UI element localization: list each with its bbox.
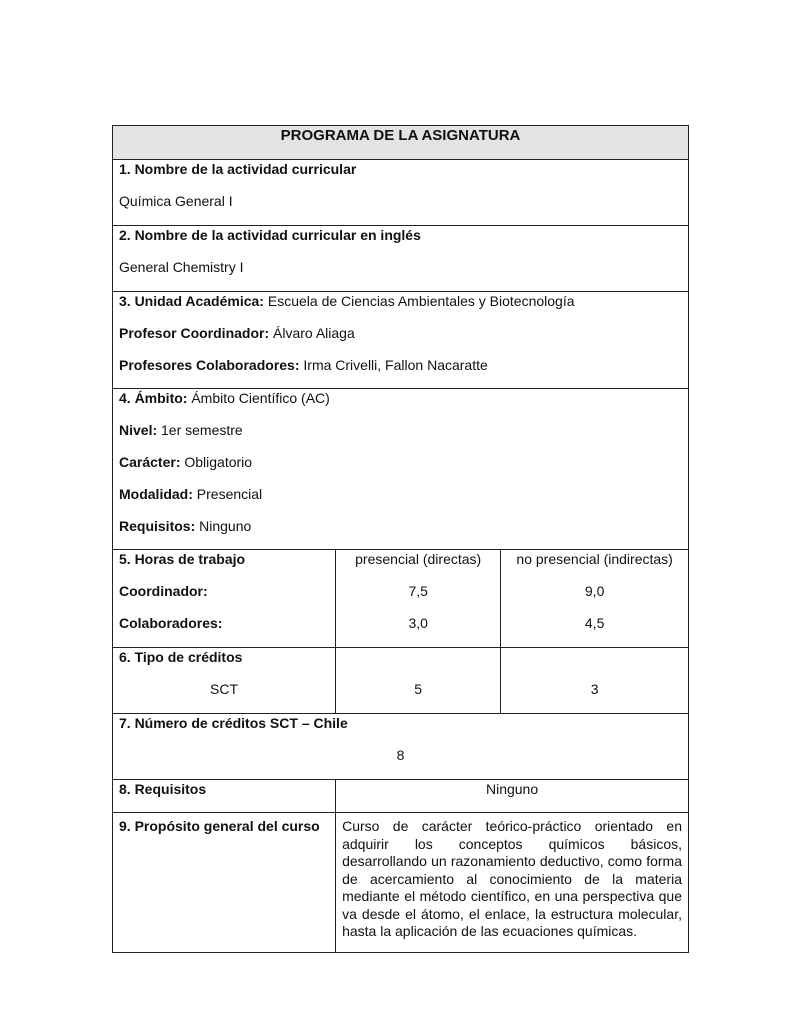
hours-collaborators-label: Colaboradores: bbox=[119, 615, 223, 631]
requisitos-label: Requisitos: bbox=[119, 518, 196, 534]
collaborators-no-presencial-hours: 4,5 bbox=[584, 615, 605, 631]
section-3-row bbox=[113, 292, 689, 389]
hours-coordinator-label: Coordinador: bbox=[119, 583, 208, 599]
sct-credits-cell bbox=[113, 714, 689, 780]
section-2-row bbox=[113, 226, 689, 292]
section-7-row bbox=[113, 714, 689, 780]
section-4-row bbox=[113, 389, 689, 550]
unidad-label: 3. Unidad Académica: bbox=[119, 293, 264, 309]
caracter-label: Carácter: bbox=[119, 454, 181, 470]
section-1-row bbox=[113, 160, 689, 226]
hours-no-presencial-cell bbox=[501, 550, 689, 648]
course-program-document bbox=[112, 125, 689, 953]
section-1-cell bbox=[113, 160, 689, 226]
section-4-cell bbox=[113, 389, 689, 550]
sct-credits-label: 7. Número de créditos SCT – Chile bbox=[119, 715, 348, 731]
requirements-label: 8. Requisitos bbox=[119, 781, 207, 797]
nivel-value: 1er semestre bbox=[157, 422, 243, 438]
credits-value-2: 3 bbox=[590, 681, 599, 697]
requirements-value: Ninguno bbox=[485, 781, 539, 797]
credits-value-2-cell bbox=[501, 648, 689, 714]
collaborators-value: Irma Crivelli, Fallon Nacaratte bbox=[299, 357, 488, 373]
section-3-cell bbox=[113, 292, 689, 389]
collaborators-label: Profesores Colaboradores: bbox=[119, 357, 300, 373]
unidad-value: Escuela de Ciencias Ambientales y Biotecnología bbox=[263, 293, 575, 309]
credits-type-label: 6. Tipo de créditos bbox=[119, 649, 243, 665]
modalidad-label: Modalidad: bbox=[119, 486, 193, 502]
credits-value-1-cell bbox=[336, 648, 501, 714]
hours-presencial-cell bbox=[336, 550, 501, 648]
section-1-label: 1. Nombre de la actividad curricular bbox=[119, 161, 357, 177]
ambito-value: Ámbito Científico (AC) bbox=[187, 390, 330, 406]
program-title: PROGRAMA DE LA ASIGNATURA bbox=[113, 126, 689, 160]
credits-type-cell bbox=[113, 648, 336, 714]
section-2-value: General Chemistry I bbox=[119, 259, 244, 275]
collaborators-presencial-hours: 3,0 bbox=[408, 615, 428, 631]
section-2-cell bbox=[113, 226, 689, 292]
title-row bbox=[113, 126, 689, 160]
sct-credits-value: 8 bbox=[396, 747, 405, 763]
nivel-label: Nivel: bbox=[119, 422, 158, 438]
requirements-label-cell bbox=[113, 780, 336, 813]
presencial-header: presencial (directas) bbox=[355, 551, 482, 567]
purpose-label-cell bbox=[113, 813, 336, 953]
coordinator-value: Álvaro Aliaga bbox=[269, 325, 355, 341]
section-1-value: Química General I bbox=[119, 193, 233, 209]
coordinator-no-presencial-hours: 9,0 bbox=[584, 583, 605, 599]
section-5-row bbox=[113, 550, 689, 648]
ambito-label: 4. Ámbito: bbox=[119, 390, 188, 406]
coordinator-label: Profesor Coordinador: bbox=[119, 325, 270, 341]
section-2-label: 2. Nombre de la actividad curricular en inglés bbox=[119, 227, 421, 243]
requirements-value-cell bbox=[336, 780, 689, 813]
purpose-label: 9. Propósito general del curso bbox=[119, 818, 320, 834]
hours-label: 5. Horas de trabajo bbox=[119, 551, 246, 567]
course-program-table bbox=[112, 125, 689, 953]
hours-label-cell bbox=[113, 550, 336, 648]
credits-value-1: 5 bbox=[414, 681, 423, 697]
credits-type-value: SCT bbox=[210, 681, 239, 697]
purpose-text: Curso de carácter teórico-práctico orientado en adquirir los conceptos químicos básicos, desarrollando un razonamiento deductivo, como forma de acercamiento al conocimiento de la materia mediante el método científico, en una perspectiva que va desde el átomo, el enlace, la estructura molecular, hasta la aplicación de las ecuaciones químicas. bbox=[336, 813, 689, 953]
section-9-row bbox=[113, 813, 689, 953]
coordinator-presencial-hours: 7,5 bbox=[408, 583, 428, 599]
requisitos-value: Ninguno bbox=[195, 518, 252, 534]
section-6-row bbox=[113, 648, 689, 714]
no-presencial-header: no presencial (indirectas) bbox=[516, 551, 673, 567]
section-8-row bbox=[113, 780, 689, 813]
caracter-value: Obligatorio bbox=[180, 454, 253, 470]
modalidad-value: Presencial bbox=[192, 486, 263, 502]
